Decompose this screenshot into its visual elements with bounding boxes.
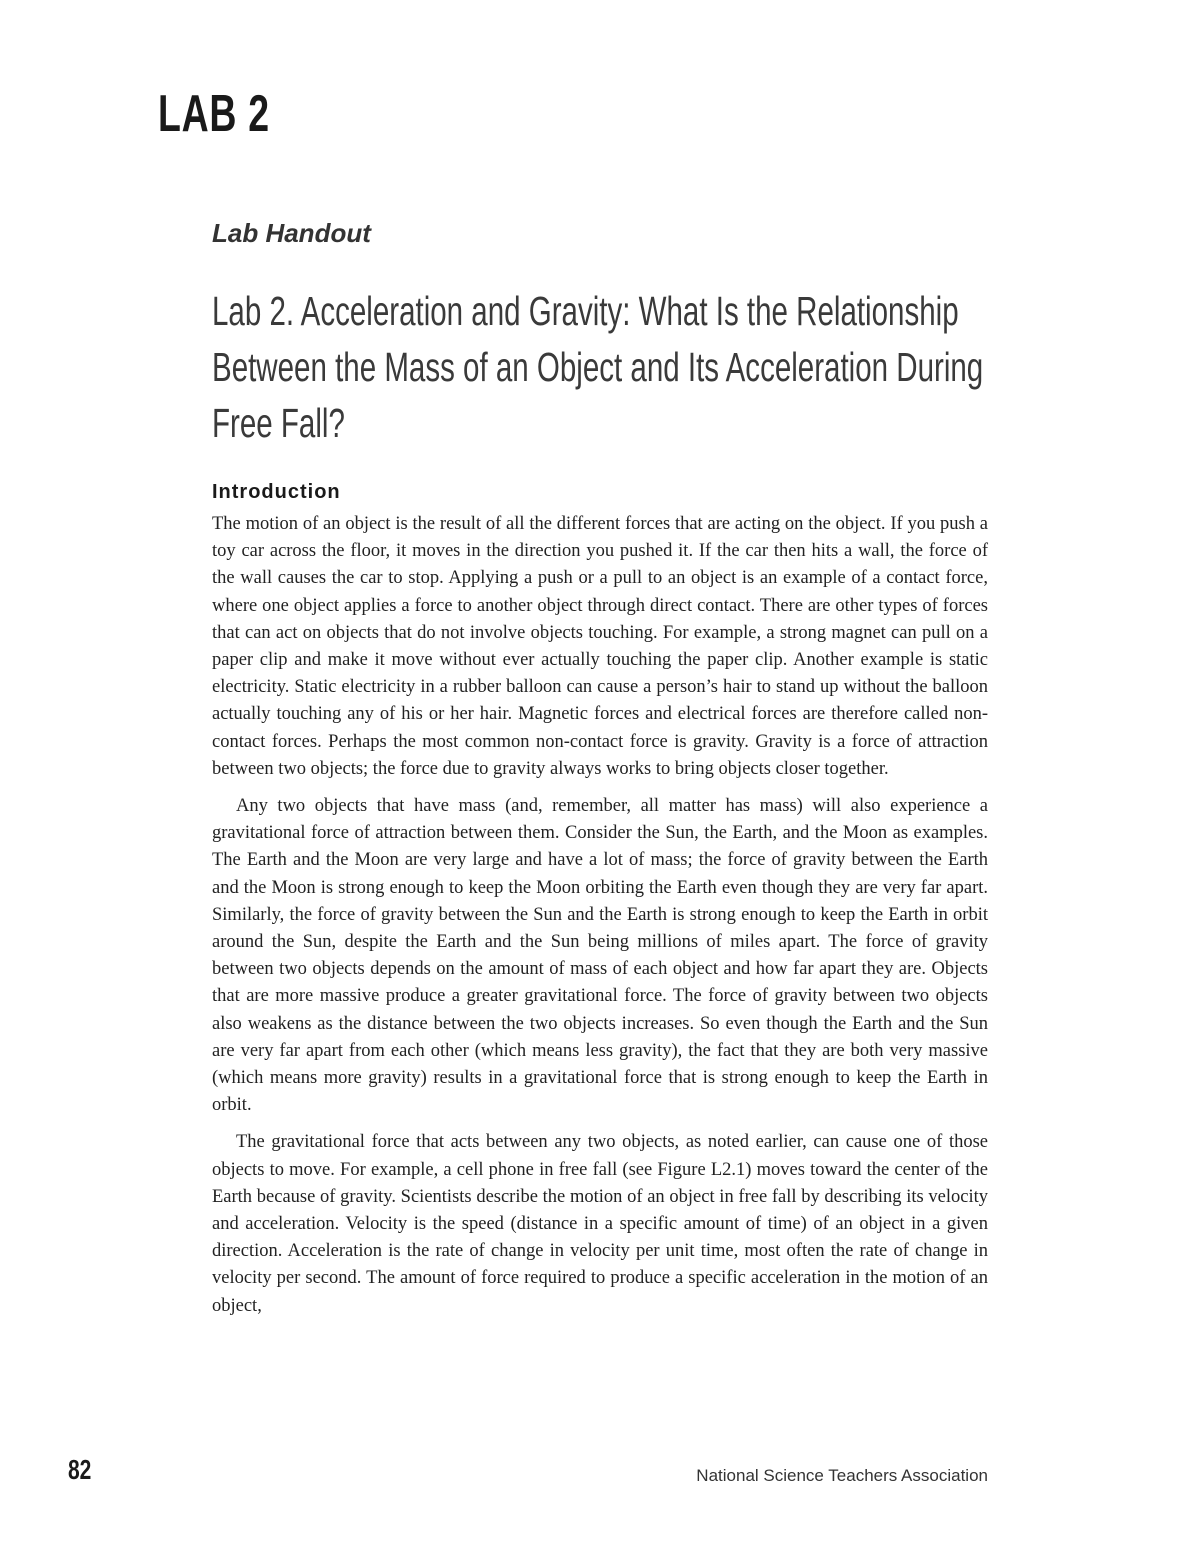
page-title: Lab 2. Acceleration and Gravity: What Is the Relationship Between the Mass of an Object and Its Acceleration During Free Fall? [212,288,984,446]
lab-label: LAB 2 [158,85,270,143]
publisher: National Science Teachers Association [696,1466,988,1485]
page-number: 82 [68,1454,92,1485]
paragraph-3: The gravitational force that acts between any two objects, as noted earlier, can cause one of those objects to move. For example, a cell phone in free fall (see Figure L2.1) moves toward the center of the Earth because of gravity. Scientists describe the motion of an object in free fall by describing its velocity and acceleration. Velocity is the speed (distance in a specific amount of time) of an object in a given direction. Acceleration is the rate of change in velocity per unit time, most often the rate of change in velocity per second. The amount of force required to produce a specific acceleration in the motion of an object, [212,1132,988,1316]
section-heading: Introduction [212,481,341,503]
body-text [212,511,988,1320]
subtitle: Lab Handout [212,218,371,248]
paragraph-1: The motion of an object is the result of all the different forces that are acting on the object. If you push a toy car across the floor, it moves in the direction you pushed it. If the car then hits a wall, the force of the wall causes the car to stop. Applying a push or a pull to an object is an example of a contact force, where one object applies a force to another object through direct contact. There are other types of forces that can act on objects that do not involve objects touching. For example, a strong magnet can pull on a paper clip and make it move without ever actually touching the paper clip. Another example is static electricity. Static electricity in a rubber balloon can cause a person’s hair to stand up without the balloon actually touching any of his or her hair. Magnetic forces and electrical forces are therefore called non-contact forces. Perhaps the most common non-contact force is gravity. Gravity is a force of attraction between two objects; the force due to gravity always works to bring objects closer together. [212,514,988,779]
paragraph-2: Any two objects that have mass (and, remember, all matter has mass) will also experience a gravitational force of attraction between them. Consider the Sun, the Earth, and the Moon as examples. The Earth and the Moon are very large and have a lot of mass; the force of gravity between the Earth and the Moon is strong enough to keep the Moon orbiting the Earth even though they are very far apart. Similarly, the force of gravity between the Sun and the Earth is strong enough to keep the Earth in orbit around the Sun, despite the Earth and the Sun being millions of miles apart. The force of gravity between two objects depends on the amount of mass of each object and how far apart they are. Objects that are more massive produce a greater gravitational force. The force of gravity between two objects also weakens as the distance between the two objects increases. So even though the Earth and the Sun are very far apart from each other (which means less gravity), the fact that they are both very massive (which means more gravity) results in a gravitational force that is strong enough to keep the Earth in orbit. [212,796,988,1116]
